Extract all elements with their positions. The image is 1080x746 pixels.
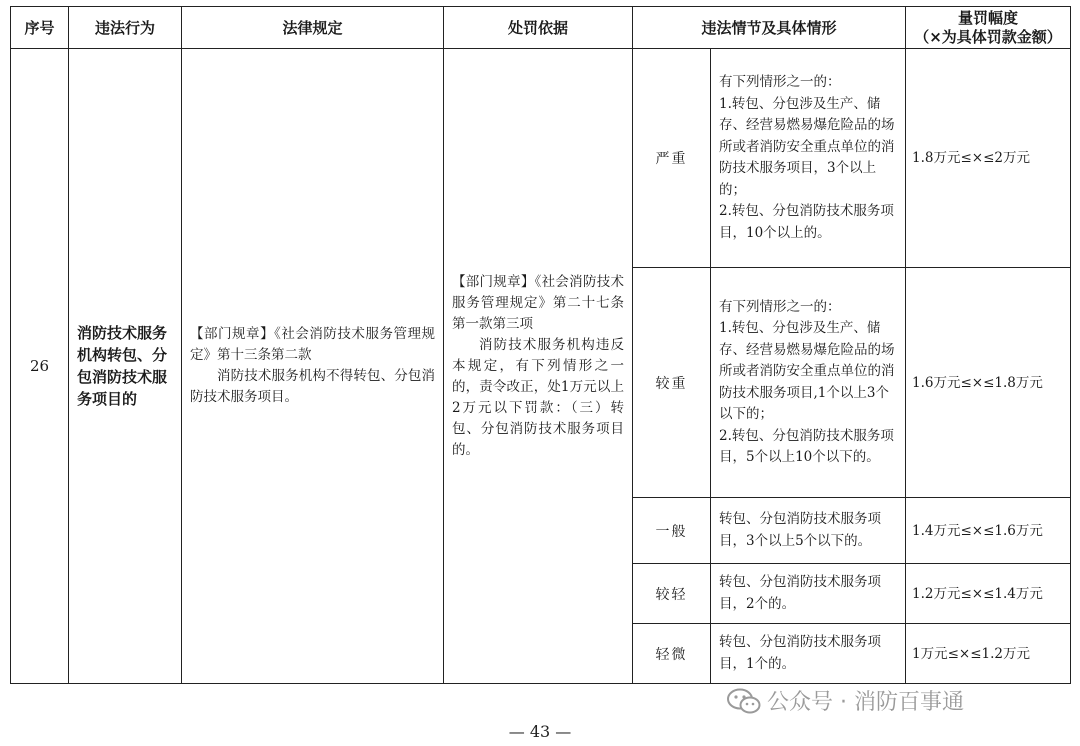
- level-range: 1.4万元≤×≤1.6万元: [906, 498, 1071, 564]
- level-range: 1.8万元≤×≤2万元: [906, 49, 1071, 268]
- level-range: 1.2万元≤×≤1.4万元: [906, 564, 1071, 624]
- detail-line: 1.转包、分包涉及生产、储存、经营易燃易爆危险品的场所或者消防安全重点单位的消防技术服务项目,1个以上3个以下的；: [719, 320, 895, 422]
- header-range-note: （×为具体罚款金额）: [914, 27, 1062, 46]
- header-law: 法律规定: [182, 7, 444, 49]
- level-detail: [711, 49, 906, 268]
- level-detail: [711, 564, 906, 624]
- row-seq: 26: [11, 49, 69, 684]
- basis-content: 消防技术服务机构违反本规定，有下列情形之一的，责令改正，处1万元以上2万元以下罚款：（三）转包、分包消防技术服务项目的。: [452, 336, 624, 458]
- header-basis: 处罚依据: [444, 7, 633, 49]
- header-circumstance: 违法情节及具体情形: [633, 7, 906, 49]
- detail-line: 有下列情形之一的：: [719, 74, 841, 90]
- wechat-icon: [727, 688, 761, 714]
- detail-line: 2.转包、分包消防技术服务项目，5个以上10个以下的。: [719, 427, 894, 465]
- level-name: 严重: [633, 49, 711, 268]
- table-row: [11, 49, 1071, 268]
- header-range: [906, 7, 1071, 49]
- level-name: 轻微: [633, 624, 711, 684]
- level-name: 较轻: [633, 564, 711, 624]
- law-content: 消防技术服务机构不得转包、分包消防技术服务项目。: [190, 368, 435, 405]
- level-range: 1.6万元≤×≤1.8万元: [906, 268, 1071, 498]
- detail-line: 转包、分包消防技术服务项目，1个的。: [719, 634, 881, 672]
- row-act: 消防技术服务机构转包、分包消防技术服务项目的: [69, 49, 182, 684]
- row-law: [182, 49, 444, 684]
- page-number: — 43 —: [508, 722, 572, 741]
- detail-line: 有下列情形之一的：: [719, 298, 841, 315]
- detail-line: 转包、分包消防技术服务项目，2个的。: [719, 574, 881, 612]
- header-act: 违法行为: [69, 7, 182, 49]
- detail-line: 1.转包、分包涉及生产、储存、经营易燃易爆危险品的场所或者消防安全重点单位的消防技术服务项目，3个以上的；: [719, 95, 895, 198]
- header-row: [11, 7, 1071, 49]
- watermark-text: 公众号 · 消防百事通: [767, 690, 964, 715]
- level-name: 一般: [633, 498, 711, 564]
- header-seq: 序号: [11, 7, 69, 49]
- level-detail: [711, 498, 906, 564]
- detail-line: 2.转包、分包消防技术服务项目，10个以上的。: [719, 203, 894, 241]
- level-detail: [711, 268, 906, 498]
- basis-source: 【部门规章】《社会消防技术服务管理规定》第二十七条第一款第三项: [452, 273, 624, 332]
- row-basis: [444, 49, 633, 684]
- detail-line: 转包、分包消防技术服务项目，3个以上5个以下的。: [719, 511, 881, 549]
- law-source: 【部门规章】《社会消防技术服务管理规定》第十三条第二款: [190, 326, 435, 363]
- penalty-table: [10, 6, 1071, 684]
- level-name: 较重: [633, 268, 711, 498]
- watermark: [727, 685, 964, 716]
- level-range: 1万元≤×≤1.2万元: [906, 624, 1071, 684]
- header-range-title: 量罚幅度: [958, 8, 1019, 27]
- level-detail: [711, 624, 906, 684]
